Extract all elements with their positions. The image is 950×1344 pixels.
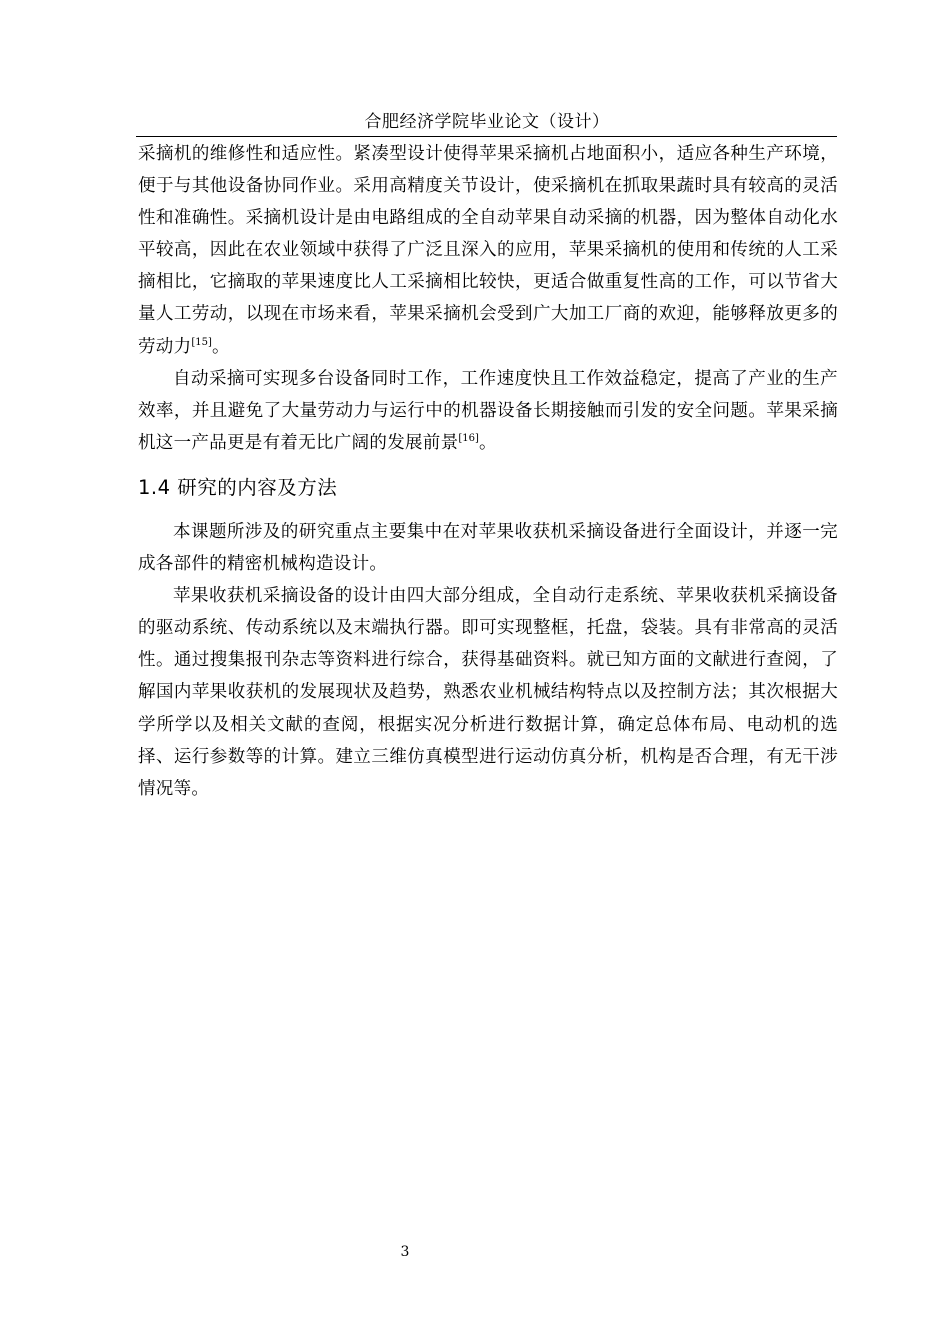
body-text bbox=[138, 138, 838, 805]
paragraph-end-punctuation: 。 bbox=[478, 432, 497, 453]
paragraph-end-punctuation: 。 bbox=[211, 336, 230, 357]
section-heading: 1.4 研究的内容及方法 bbox=[138, 475, 338, 499]
running-header: 合肥经济学院毕业论文（设计） bbox=[364, 112, 610, 132]
citation-marker: [16] bbox=[458, 433, 479, 445]
paragraph-continued bbox=[138, 138, 838, 363]
header-rule bbox=[136, 136, 837, 137]
paragraph-text: 采摘机的维修性和适应性。紧凑型设计使得苹果采摘机占地面积小，适应各种生产环境，便于与其他设备协同作业。采用高精度关节设计，使采摘机在抓取果蔬时具有较高的灵活性和准确性。采摘机设计是由电路组成的全自动苹果自动采摘的机器，因为整体自动化水平较高，因此在农业领域中获得了广泛且深入的应用，苹果采摘机的使用和传统的人工采摘相比，它摘取的苹果速度比人工采摘相比较快，更适合做重复性高的工作，可以节省大量人工劳动，以现在市场来看，苹果采摘机会受到广大加工厂商的欢迎，能够释放更多的劳动力 bbox=[138, 144, 838, 357]
paragraph: 本课题所涉及的研究重点主要集中在对苹果收获机采摘设备进行全面设计，并逐一完成各部件的精密机械构造设计。 bbox=[138, 521, 838, 575]
citation-marker: [15] bbox=[191, 336, 212, 348]
page-number: 3 bbox=[400, 1244, 410, 1260]
paragraph bbox=[138, 363, 838, 459]
paragraph-text: 自动采摘可实现多台设备同时工作，工作速度快且工作效益稳定，提高了产业的生产效率，并且避免了大量劳动力与运行中的机器设备长期接触而引发的安全问题。苹果采摘机这一产品更是有着无比广阔的发展前景 bbox=[138, 368, 838, 453]
paragraph: 苹果收获机采摘设备的设计由四大部分组成，全自动行走系统、苹果收获机采摘设备的驱动系统、传动系统以及末端执行器。即可实现整框，托盘，袋装。具有非常高的灵活性。通过搜集报刊杂志等资料进行综合，获得基础资料。就已知方面的文献进行查阅，了解国内苹果收获机的发展现状及趋势，熟悉农业机械结构特点以及控制方法；其次根据大学所学以及相关文献的查阅，根据实况分析进行数据计算，确定总体布局、电动机的选择、运行参数等的计算。建立三维仿真模型进行运动仿真分析，机构是否合理，有无干涉情况等。 bbox=[138, 586, 838, 799]
